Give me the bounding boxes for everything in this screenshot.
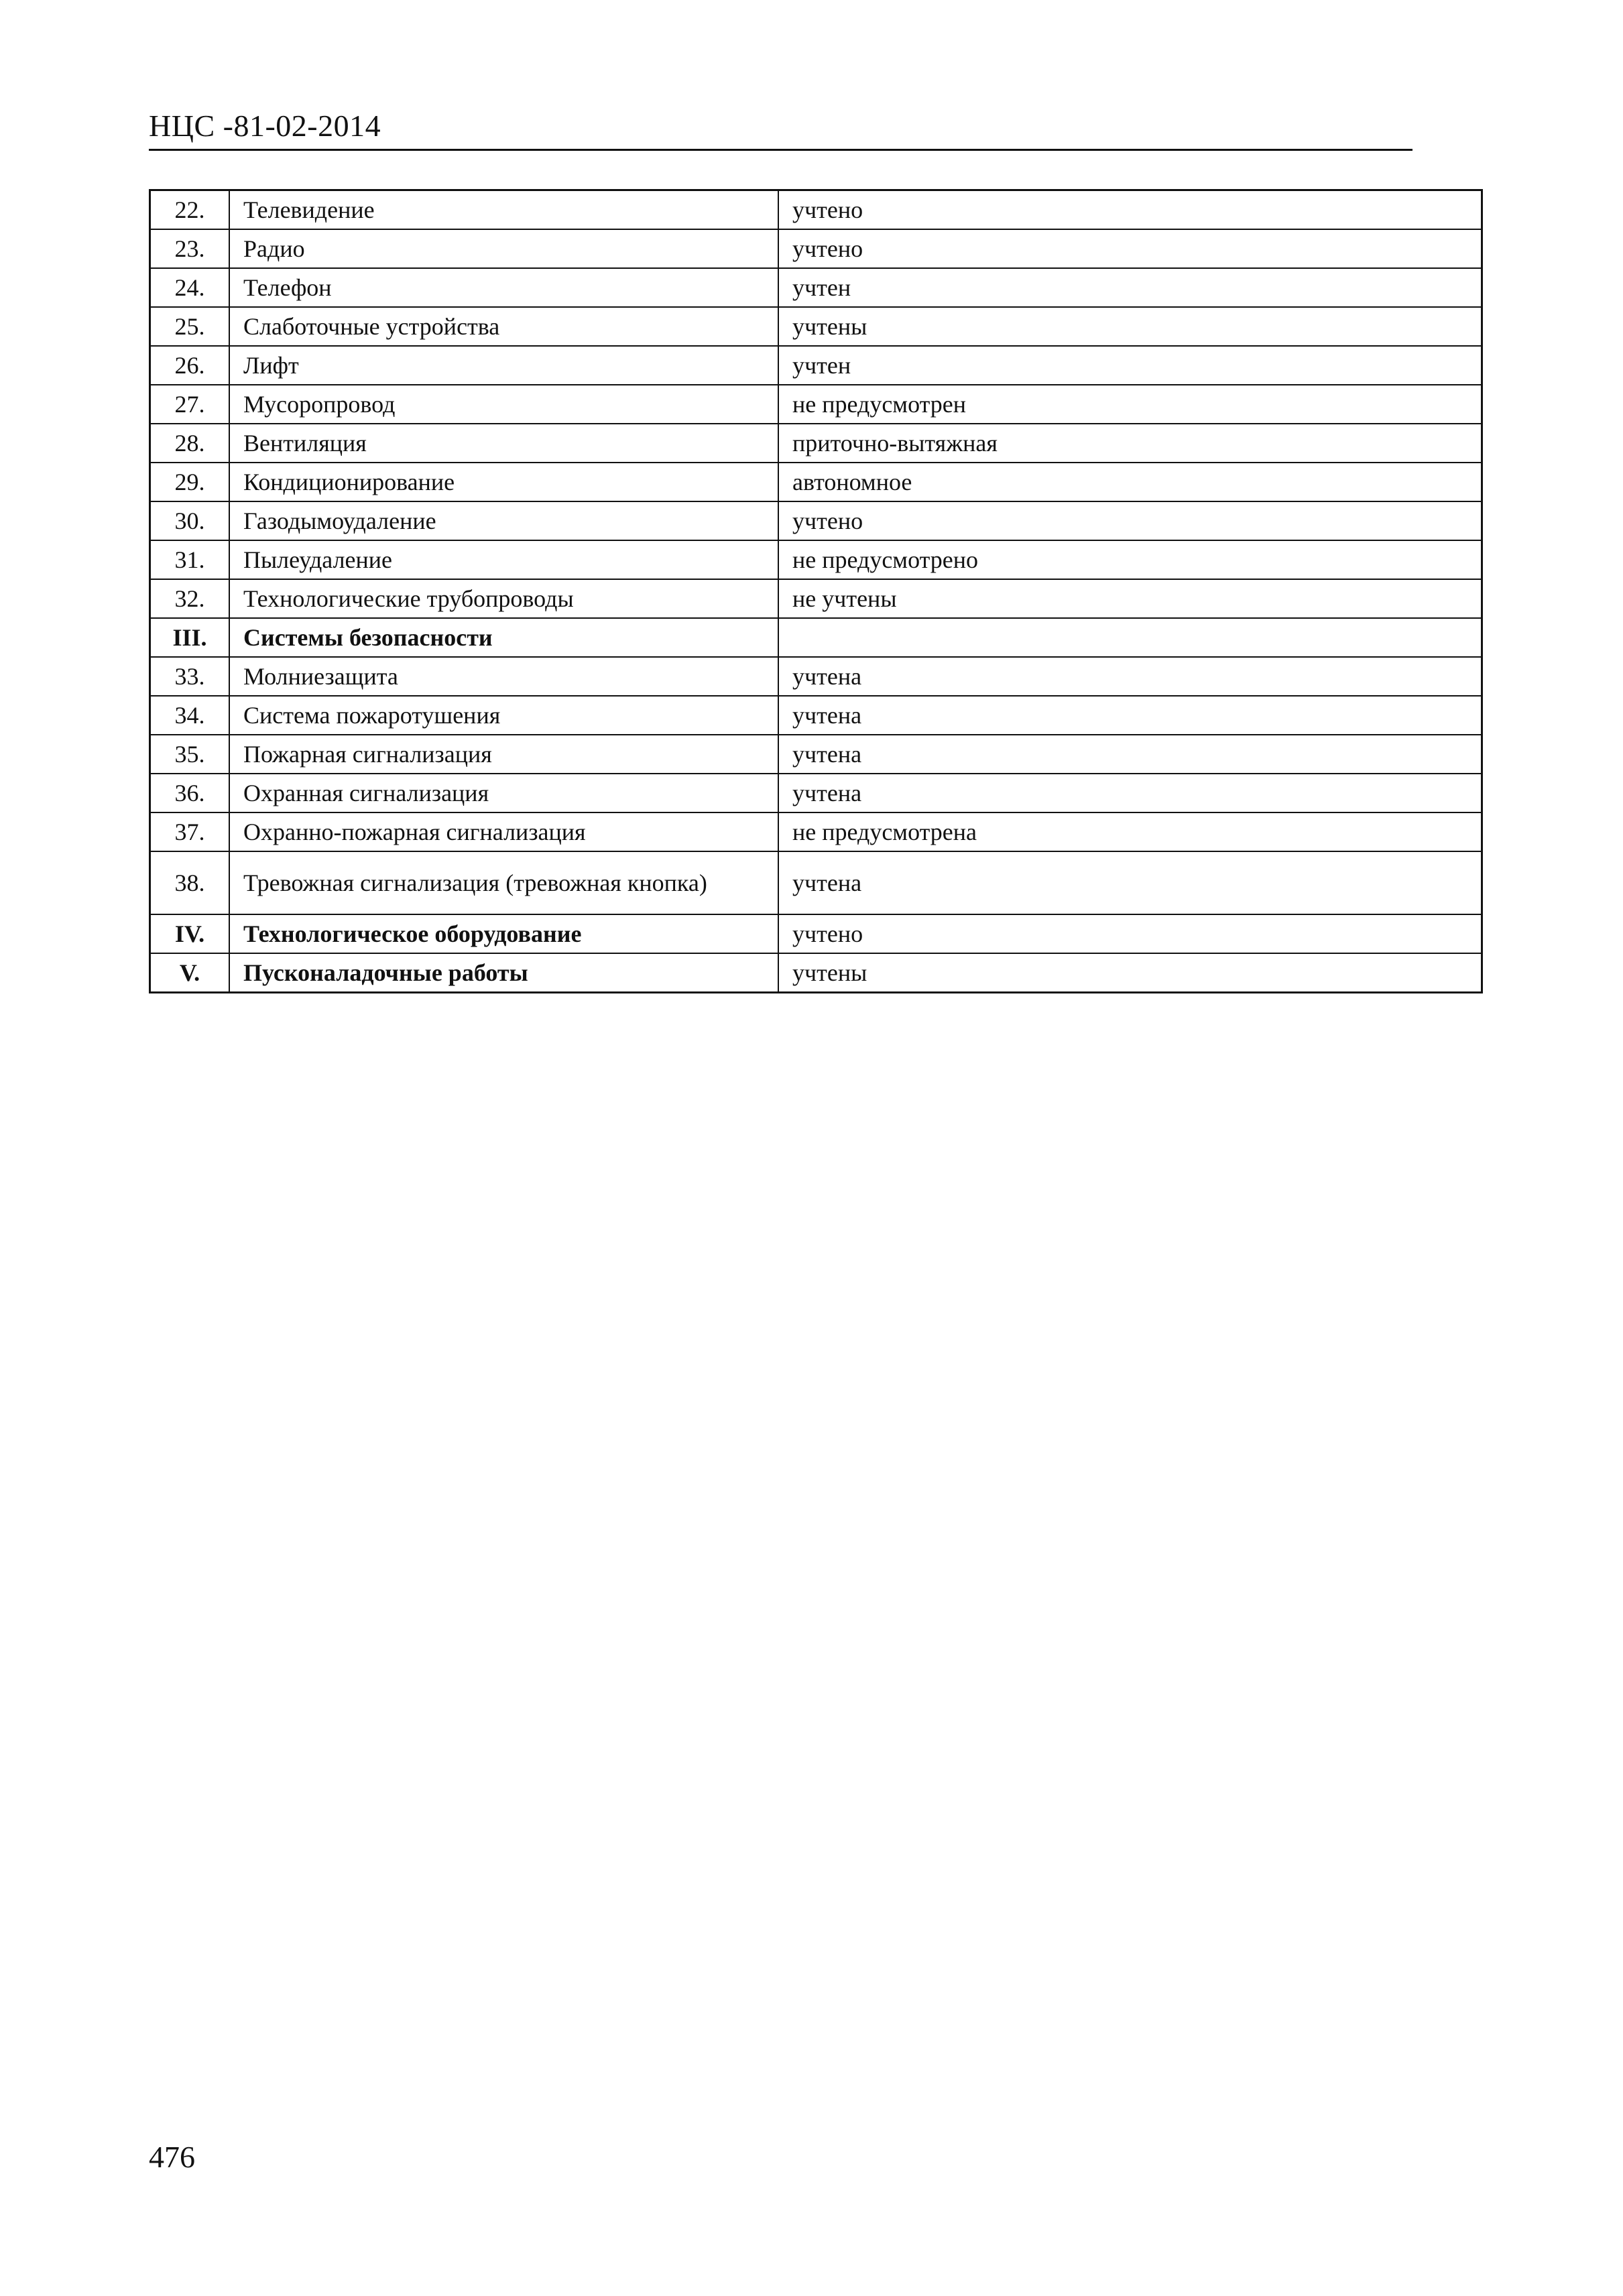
table-row <box>150 307 1482 346</box>
specification-table-body <box>150 190 1482 993</box>
table-row <box>150 735 1482 774</box>
item-name-cell: Радио <box>229 229 778 268</box>
row-number-cell: 23. <box>150 229 230 268</box>
item-name-cell: Тревожная сигнализация (тревожная кнопка) <box>229 851 778 914</box>
row-number-cell: III. <box>150 618 230 657</box>
item-name-cell: Охранная сигнализация <box>229 774 778 812</box>
row-number-cell: 24. <box>150 268 230 307</box>
table-row <box>150 463 1482 501</box>
row-number-cell: IV. <box>150 914 230 953</box>
item-name-cell: Телефон <box>229 268 778 307</box>
row-number-cell: 29. <box>150 463 230 501</box>
item-name-cell: Газодымоудаление <box>229 501 778 540</box>
item-name-cell: Молниезащита <box>229 657 778 696</box>
item-value-cell: учтено <box>778 914 1482 953</box>
row-number-cell: 34. <box>150 696 230 735</box>
item-value-cell: учтена <box>778 851 1482 914</box>
row-number-cell: 33. <box>150 657 230 696</box>
item-value-cell: учтена <box>778 696 1482 735</box>
item-value-cell: не предусмотрена <box>778 812 1482 851</box>
item-value-cell: автономное <box>778 463 1482 501</box>
item-value-cell: учтен <box>778 268 1482 307</box>
item-name-cell: Пожарная сигнализация <box>229 735 778 774</box>
row-number-cell: 35. <box>150 735 230 774</box>
item-value-cell: учтена <box>778 774 1482 812</box>
specification-table <box>149 189 1483 993</box>
row-number-cell: 36. <box>150 774 230 812</box>
row-number-cell: 25. <box>150 307 230 346</box>
item-value-cell: учтено <box>778 229 1482 268</box>
table-row <box>150 774 1482 812</box>
table-row <box>150 812 1482 851</box>
item-name-cell: Пылеудаление <box>229 540 778 579</box>
item-name-cell: Пусконаладочные работы <box>229 953 778 993</box>
item-value-cell <box>778 618 1482 657</box>
table-row <box>150 346 1482 385</box>
item-value-cell: учтено <box>778 190 1482 230</box>
table-row <box>150 657 1482 696</box>
item-name-cell: Телевидение <box>229 190 778 230</box>
item-name-cell: Системы безопасности <box>229 618 778 657</box>
item-name-cell: Охранно-пожарная сигнализация <box>229 812 778 851</box>
row-number-cell: 31. <box>150 540 230 579</box>
row-number-cell: V. <box>150 953 230 993</box>
item-value-cell: не предусмотрено <box>778 540 1482 579</box>
table-row <box>150 501 1482 540</box>
item-value-cell: не предусмотрен <box>778 385 1482 424</box>
item-name-cell: Слаботочные устройства <box>229 307 778 346</box>
table-row <box>150 851 1482 914</box>
table-row <box>150 540 1482 579</box>
item-value-cell: приточно-вытяжная <box>778 424 1482 463</box>
item-value-cell: учтена <box>778 657 1482 696</box>
item-value-cell: учтены <box>778 953 1482 993</box>
row-number-cell: 22. <box>150 190 230 230</box>
item-name-cell: Мусоропровод <box>229 385 778 424</box>
header-divider <box>149 149 1412 151</box>
table-row <box>150 579 1482 618</box>
item-value-cell: учтено <box>778 501 1482 540</box>
table-row <box>150 696 1482 735</box>
table-row <box>150 268 1482 307</box>
item-value-cell: не учтены <box>778 579 1482 618</box>
table-section-row <box>150 914 1482 953</box>
row-number-cell: 26. <box>150 346 230 385</box>
table-section-row <box>150 618 1482 657</box>
item-name-cell: Система пожаротушения <box>229 696 778 735</box>
row-number-cell: 32. <box>150 579 230 618</box>
document-code-header: НЦС -81-02-2014 <box>149 109 381 143</box>
item-name-cell: Лифт <box>229 346 778 385</box>
table-row <box>150 190 1482 230</box>
row-number-cell: 28. <box>150 424 230 463</box>
item-value-cell: учтены <box>778 307 1482 346</box>
row-number-cell: 27. <box>150 385 230 424</box>
page-number: 476 <box>149 2140 195 2174</box>
item-value-cell: учтена <box>778 735 1482 774</box>
item-name-cell: Вентиляция <box>229 424 778 463</box>
table-section-row <box>150 953 1482 993</box>
row-number-cell: 38. <box>150 851 230 914</box>
row-number-cell: 37. <box>150 812 230 851</box>
table-row <box>150 385 1482 424</box>
table-row <box>150 424 1482 463</box>
item-name-cell: Кондиционирование <box>229 463 778 501</box>
item-name-cell: Технологическое оборудование <box>229 914 778 953</box>
row-number-cell: 30. <box>150 501 230 540</box>
table-row <box>150 229 1482 268</box>
item-name-cell: Технологические трубопроводы <box>229 579 778 618</box>
item-value-cell: учтен <box>778 346 1482 385</box>
